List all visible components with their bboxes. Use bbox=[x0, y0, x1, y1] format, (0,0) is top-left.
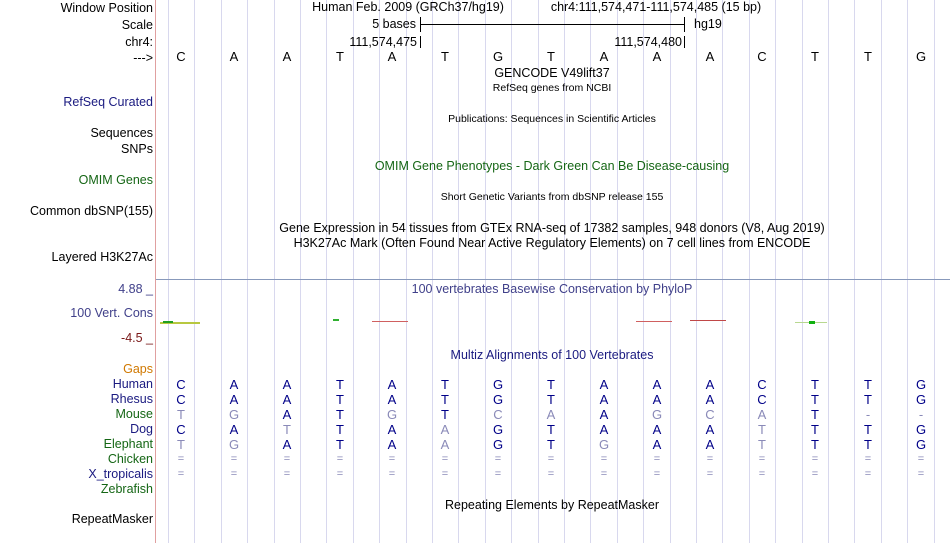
track-dbsnp-title[interactable]: Short Genetic Variants from dbSNP release 155 bbox=[440, 191, 664, 203]
phylop-mark bbox=[163, 321, 173, 323]
coord-right-label: 111,574,480 bbox=[614, 35, 682, 49]
grid-line bbox=[907, 0, 908, 543]
dna-base: A bbox=[229, 49, 239, 64]
grid-line bbox=[854, 0, 855, 543]
alignment-base: A bbox=[652, 392, 662, 407]
alignment-base: A bbox=[599, 407, 609, 422]
alignment-base: G bbox=[228, 407, 240, 422]
alignment-base: A bbox=[440, 437, 450, 452]
grid-line bbox=[670, 0, 671, 543]
alignment-base: C bbox=[757, 392, 767, 407]
alignment-base: = bbox=[283, 468, 291, 480]
alignment-base: = bbox=[706, 468, 714, 480]
alignment-base: = bbox=[177, 453, 185, 465]
alignment-base: A bbox=[387, 377, 397, 392]
grid-line bbox=[406, 0, 407, 543]
track-omim-title[interactable]: OMIM Gene Phenotypes - Dark Green Can Be Disease-causing bbox=[374, 159, 730, 173]
label-chrom[interactable]: chr4: bbox=[125, 35, 153, 49]
phylop-mark bbox=[372, 321, 408, 322]
alignment-base: = bbox=[600, 468, 608, 480]
track-repeatmasker-title[interactable]: Repeating Elements by RepeatMasker bbox=[444, 498, 660, 512]
alignment-base: A bbox=[546, 407, 556, 422]
species-label[interactable]: Rhesus bbox=[110, 392, 153, 406]
alignment-base: A bbox=[599, 377, 609, 392]
alignment-base: T bbox=[811, 407, 819, 422]
grid-line bbox=[617, 0, 618, 543]
alignment-base: = bbox=[706, 453, 714, 465]
alignment-base: A bbox=[282, 392, 292, 407]
alignment-base: G bbox=[915, 392, 927, 407]
alignment-base: C bbox=[493, 407, 503, 422]
alignment-base: G bbox=[228, 437, 240, 452]
section-divider bbox=[156, 279, 950, 280]
phylop-mark bbox=[333, 319, 339, 321]
alignment-base: = bbox=[864, 453, 872, 465]
alignment-base: C bbox=[176, 377, 186, 392]
species-label[interactable]: Mouse bbox=[115, 407, 153, 421]
track-refseq-desc[interactable]: RefSeq genes from NCBI bbox=[492, 82, 612, 94]
dna-base: T bbox=[441, 49, 449, 64]
scale-length-label: 5 bases bbox=[372, 17, 416, 31]
alignment-base: T bbox=[336, 377, 344, 392]
alignment-base: A bbox=[229, 377, 239, 392]
alignment-base: A bbox=[229, 422, 239, 437]
alignment-base: = bbox=[177, 468, 185, 480]
grid-line bbox=[828, 0, 829, 543]
track-publications-title[interactable]: Publications: Sequences in Scientific Articles bbox=[448, 113, 656, 125]
alignment-base: = bbox=[917, 453, 925, 465]
alignment-base: = bbox=[388, 453, 396, 465]
alignment-base: T bbox=[336, 422, 344, 437]
alignment-base: G bbox=[651, 407, 663, 422]
grid-line bbox=[300, 0, 301, 543]
label-panel-border bbox=[155, 0, 156, 543]
label-layered-h3k27ac[interactable]: Layered H3K27Ac bbox=[51, 250, 153, 264]
alignment-base: T bbox=[547, 422, 555, 437]
alignment-base: = bbox=[653, 453, 661, 465]
alignment-base: T bbox=[864, 422, 872, 437]
grid-line bbox=[775, 0, 776, 543]
alignment-base: C bbox=[176, 422, 186, 437]
alignment-base: = bbox=[441, 468, 449, 480]
grid-line bbox=[247, 0, 248, 543]
dna-base: A bbox=[282, 49, 292, 64]
grid-line bbox=[168, 0, 169, 543]
alignment-base: A bbox=[705, 377, 715, 392]
species-label[interactable]: Human bbox=[112, 377, 153, 391]
scale-db-label: hg19 bbox=[694, 17, 722, 31]
alignment-base: T bbox=[336, 437, 344, 452]
scale-bar-right-tick bbox=[684, 17, 685, 32]
alignment-base: T bbox=[864, 392, 872, 407]
alignment-base: T bbox=[547, 437, 555, 452]
alignment-base: T bbox=[177, 437, 185, 452]
alignment-base: = bbox=[811, 453, 819, 465]
alignment-base: = bbox=[917, 468, 925, 480]
species-label[interactable]: Dog bbox=[130, 422, 153, 436]
label-sequences[interactable]: Sequences bbox=[90, 126, 153, 140]
track-gtex-title[interactable]: Gene Expression in 54 tissues from GTEx RNA-seq of 17382 samples, 948 donors (V8, Aug 2019) bbox=[279, 221, 825, 235]
alignment-base: T bbox=[758, 437, 766, 452]
alignment-base: T bbox=[336, 392, 344, 407]
label-cons-min: -4.5 _ bbox=[121, 331, 153, 345]
dna-base: A bbox=[705, 49, 715, 64]
grid-line bbox=[274, 0, 275, 543]
alignment-base: T bbox=[177, 407, 185, 422]
alignment-base: T bbox=[441, 392, 449, 407]
alignment-base: = bbox=[600, 453, 608, 465]
grid-line bbox=[749, 0, 750, 543]
alignment-base: A bbox=[757, 407, 767, 422]
dna-base: T bbox=[547, 49, 555, 64]
alignment-base: = bbox=[283, 453, 291, 465]
alignment-base: A bbox=[652, 377, 662, 392]
alignment-base: C bbox=[176, 392, 186, 407]
alignment-base: T bbox=[811, 437, 819, 452]
alignment-base: T bbox=[811, 422, 819, 437]
phylop-mark bbox=[690, 320, 726, 321]
label-gaps[interactable]: Gaps bbox=[123, 362, 153, 376]
coord-left-label: 111,574,475 bbox=[349, 35, 417, 49]
grid-line bbox=[326, 0, 327, 543]
alignment-base: A bbox=[387, 392, 397, 407]
alignment-base: = bbox=[336, 468, 344, 480]
grid-line bbox=[485, 0, 486, 543]
grid-line bbox=[194, 0, 195, 543]
dna-base: T bbox=[864, 49, 872, 64]
alignment-base: G bbox=[915, 377, 927, 392]
dna-base: A bbox=[652, 49, 662, 64]
alignment-base: A bbox=[705, 392, 715, 407]
dna-base: A bbox=[387, 49, 397, 64]
label-repeatmasker[interactable]: RepeatMasker bbox=[71, 512, 153, 526]
assembly-title: Human Feb. 2009 (GRCh37/hg19) bbox=[312, 0, 504, 14]
alignment-base: A bbox=[705, 422, 715, 437]
label-cons-max: 4.88 _ bbox=[118, 282, 153, 296]
alignment-base: T bbox=[758, 422, 766, 437]
alignment-base: A bbox=[440, 422, 450, 437]
label-strand[interactable]: ---> bbox=[133, 51, 153, 65]
alignment-base: - bbox=[865, 407, 871, 422]
alignment-base: A bbox=[652, 422, 662, 437]
grid-line bbox=[696, 0, 697, 543]
grid-line bbox=[643, 0, 644, 543]
grid-line bbox=[353, 0, 354, 543]
label-window-position[interactable]: Window Position bbox=[60, 1, 153, 15]
phylop-mark bbox=[636, 321, 672, 322]
alignment-base: = bbox=[388, 468, 396, 480]
alignment-base: = bbox=[758, 468, 766, 480]
label-common-dbsnp[interactable]: Common dbSNP(155) bbox=[30, 204, 153, 218]
alignment-base: A bbox=[282, 377, 292, 392]
alignment-base: T bbox=[864, 377, 872, 392]
dna-base: G bbox=[492, 49, 504, 64]
dna-base: A bbox=[599, 49, 609, 64]
alignment-base: T bbox=[864, 437, 872, 452]
alignment-base: G bbox=[492, 377, 504, 392]
dna-base: G bbox=[915, 49, 927, 64]
grid-line bbox=[934, 0, 935, 543]
alignment-base: = bbox=[494, 468, 502, 480]
alignment-base: = bbox=[547, 453, 555, 465]
grid-line bbox=[432, 0, 433, 543]
alignment-base: A bbox=[599, 392, 609, 407]
scale-bar-left-tick bbox=[420, 17, 421, 32]
track-multiz-title[interactable]: Multiz Alignments of 100 Vertebrates bbox=[450, 348, 654, 362]
alignment-base: A bbox=[705, 437, 715, 452]
alignment-base: = bbox=[230, 468, 238, 480]
track-phylop-title[interactable]: 100 vertebrates Basewise Conservation by PhyloP bbox=[411, 282, 693, 296]
alignment-base: = bbox=[653, 468, 661, 480]
species-label[interactable]: Zebrafish bbox=[100, 482, 153, 496]
label-omim-genes[interactable]: OMIM Genes bbox=[78, 173, 153, 187]
alignment-base: - bbox=[918, 407, 924, 422]
alignment-base: G bbox=[915, 437, 927, 452]
alignment-base: G bbox=[915, 422, 927, 437]
window-position-value: chr4:111,574,471-111,574,485 (15 bp) bbox=[550, 0, 762, 14]
alignment-base: = bbox=[547, 468, 555, 480]
alignment-base: T bbox=[811, 377, 819, 392]
alignment-base: = bbox=[494, 453, 502, 465]
alignment-base: G bbox=[492, 422, 504, 437]
alignment-base: = bbox=[758, 453, 766, 465]
alignment-base: G bbox=[492, 392, 504, 407]
species-label[interactable]: Elephant bbox=[103, 437, 153, 451]
alignment-base: T bbox=[441, 407, 449, 422]
track-gencode-title[interactable]: GENCODE V49lift37 bbox=[494, 66, 610, 80]
track-h3k27ac-title[interactable]: H3K27Ac Mark (Often Found Near Active Regulatory Elements) on 7 cell lines from ENCODE bbox=[293, 236, 811, 250]
alignment-base: A bbox=[387, 437, 397, 452]
alignment-base: = bbox=[811, 468, 819, 480]
dna-base: C bbox=[757, 49, 767, 64]
scale-bar bbox=[420, 24, 684, 25]
alignment-base: T bbox=[283, 422, 291, 437]
species-label[interactable]: X_tropicalis bbox=[88, 467, 153, 481]
label-refseq-curated[interactable]: RefSeq Curated bbox=[63, 95, 153, 109]
alignment-base: A bbox=[599, 422, 609, 437]
alignment-base: = bbox=[230, 453, 238, 465]
species-label[interactable]: Chicken bbox=[107, 452, 153, 466]
alignment-base: T bbox=[441, 377, 449, 392]
grid-line bbox=[722, 0, 723, 543]
alignment-base: T bbox=[547, 377, 555, 392]
alignment-base: A bbox=[652, 437, 662, 452]
grid-line bbox=[458, 0, 459, 543]
grid-line bbox=[221, 0, 222, 543]
label-100-vert-cons[interactable]: 100 Vert. Cons bbox=[70, 306, 153, 320]
alignment-base: G bbox=[492, 437, 504, 452]
alignment-base: C bbox=[705, 407, 715, 422]
label-scale[interactable]: Scale bbox=[121, 18, 153, 32]
coord-left-tick bbox=[420, 36, 421, 48]
dna-base: T bbox=[336, 49, 344, 64]
grid-line bbox=[881, 0, 882, 543]
coord-right-tick bbox=[684, 36, 685, 48]
grid-line bbox=[379, 0, 380, 543]
alignment-base: T bbox=[811, 392, 819, 407]
alignment-base: C bbox=[757, 377, 767, 392]
alignment-base: = bbox=[864, 468, 872, 480]
alignment-base: A bbox=[282, 437, 292, 452]
alignment-base: A bbox=[229, 392, 239, 407]
label-snps[interactable]: SNPs bbox=[121, 142, 153, 156]
dna-base: C bbox=[176, 49, 186, 64]
alignment-base: T bbox=[547, 392, 555, 407]
alignment-base: G bbox=[598, 437, 610, 452]
alignment-base: = bbox=[336, 453, 344, 465]
dna-base: T bbox=[811, 49, 819, 64]
alignment-base: = bbox=[441, 453, 449, 465]
alignment-base: T bbox=[336, 407, 344, 422]
alignment-base: A bbox=[282, 407, 292, 422]
grid-line bbox=[802, 0, 803, 543]
alignment-base: G bbox=[386, 407, 398, 422]
alignment-base: A bbox=[387, 422, 397, 437]
phylop-mark bbox=[809, 321, 815, 324]
